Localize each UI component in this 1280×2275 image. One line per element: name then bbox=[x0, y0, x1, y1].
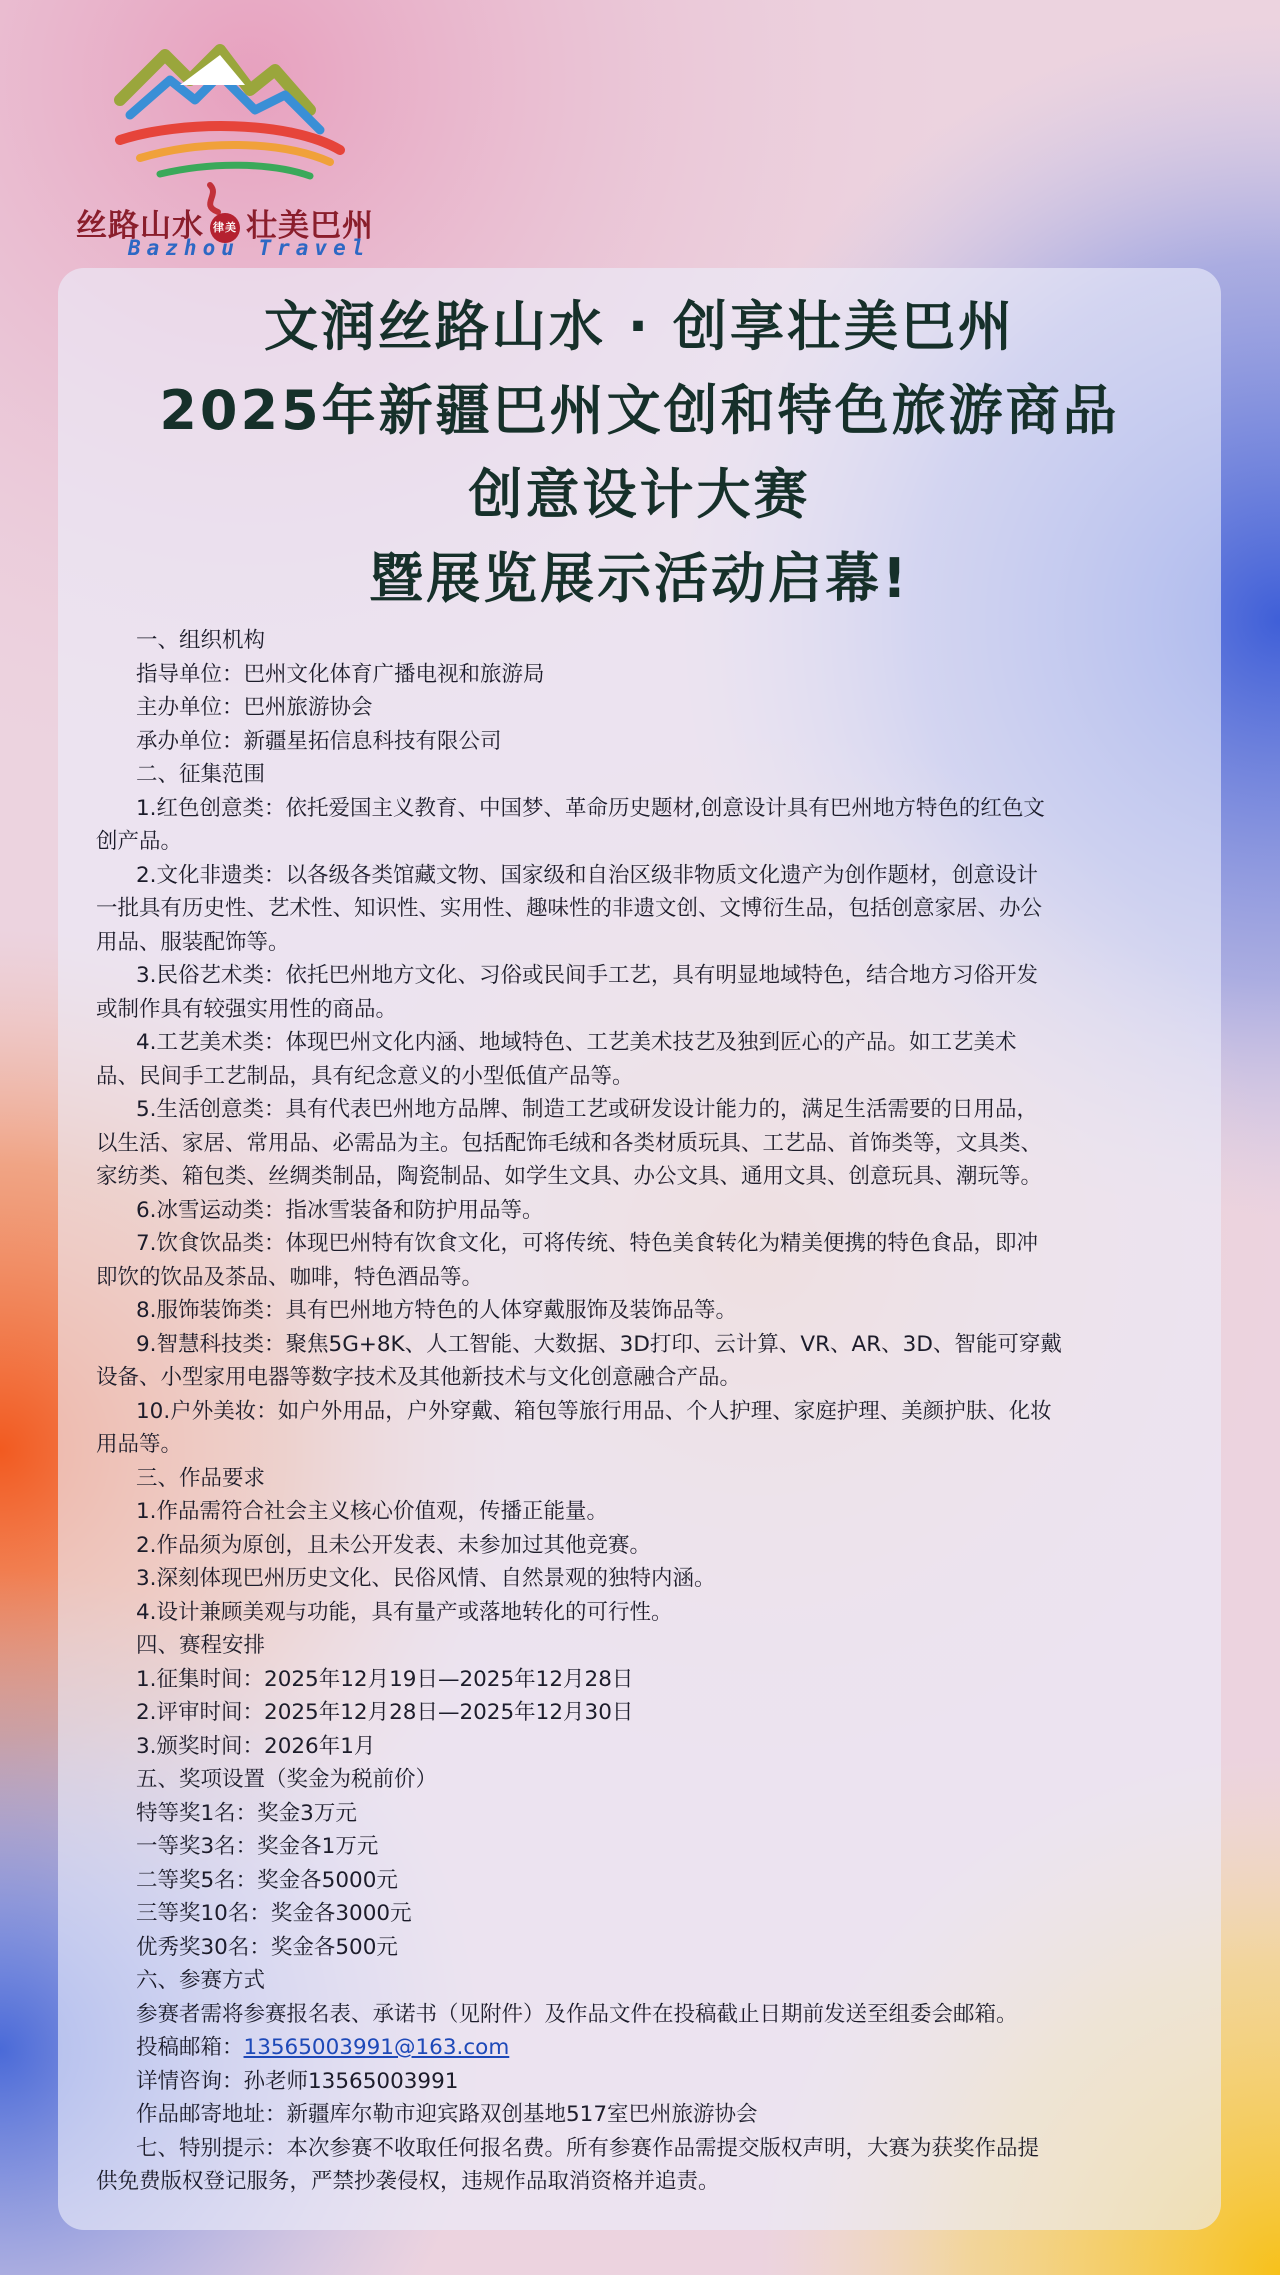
body-line-text: 优秀奖30名：奖金各500元 bbox=[136, 1934, 398, 1960]
body-line-text: 参赛者需将参赛报名表、承诺书（见附件）及作品文件在投稿截止日期前发送至组委会邮箱。 bbox=[136, 2001, 1018, 2027]
body-line bbox=[96, 1830, 1196, 1864]
title-line-3: 创意设计大赛 bbox=[468, 463, 811, 526]
body-line-text: 以生活、家居、常用品、必需品为主。包括配饰毛绒和各类材质玩具、工艺品、首饰类等，文具类、 bbox=[96, 1130, 1043, 1156]
announcement-body bbox=[96, 624, 1196, 2199]
body-line bbox=[96, 1797, 1196, 1831]
body-line-text: 四、赛程安排 bbox=[136, 1633, 266, 1658]
body-line bbox=[96, 1495, 1196, 1529]
logo-seal: 律美 bbox=[210, 213, 240, 243]
body-line-text: 3.民俗艺术类：依托巴州地方文化、习俗或民间手工艺，具有明显地域特色，结合地方习俗开发 bbox=[136, 963, 1039, 988]
logo-subtitle: Bazhou Travel bbox=[128, 236, 371, 260]
body-line-text: 三等奖10名：奖金各3000元 bbox=[136, 1901, 412, 1926]
body-line bbox=[96, 1261, 1196, 1295]
body-line bbox=[96, 1328, 1196, 1362]
body-line bbox=[96, 1864, 1196, 1898]
body-line bbox=[96, 2065, 1196, 2099]
body-line-text: 主办单位：巴州旅游协会 bbox=[136, 695, 373, 720]
body-line bbox=[96, 2165, 1196, 2199]
body-line-text: 三、作品要求 bbox=[136, 1465, 266, 1491]
body-line bbox=[96, 859, 1196, 893]
body-line-text: 家纺类、箱包类、丝绸类制品，陶瓷制品、如学生文具、办公文具、通用文具、创意玩具、潮玩等。 bbox=[96, 1164, 1043, 1189]
title-line-1: 文润丝路山水 · 创享壮美巴州 bbox=[263, 295, 1016, 358]
body-line bbox=[96, 1897, 1196, 1931]
body-line bbox=[96, 1395, 1196, 1429]
title-line-2: 2025年新疆巴州文创和特色旅游商品 bbox=[159, 379, 1120, 442]
body-line-text: 设备、小型家用电器等数字技术及其他新技术与文化创意融合产品。 bbox=[96, 1365, 742, 1390]
body-line bbox=[96, 1294, 1196, 1328]
body-line bbox=[96, 959, 1196, 993]
body-line bbox=[96, 1629, 1196, 1663]
body-line-text: 7.饮食饮品类：体现巴州特有饮食文化，可将传统、特色美食转化为精美便携的特色食品，即冲 bbox=[136, 1231, 1039, 1256]
body-line-text: 二、征集范围 bbox=[136, 762, 266, 787]
body-line bbox=[96, 926, 1196, 960]
body-line-text: 5.生活创意类：具有代表巴州地方品牌、制造工艺或研发设计能力的，满足生活需要的日用品， bbox=[136, 1097, 1039, 1122]
body-line bbox=[96, 725, 1196, 759]
body-line-text: 3.颁奖时间：2026年1月 bbox=[136, 1733, 376, 1759]
body-line-text: 2.文化非遗类：以各级各类馆藏文物、国家级和自治区级非物质文化遗产为创作题材，创意设计 bbox=[136, 862, 1039, 888]
body-line bbox=[96, 658, 1196, 692]
body-line bbox=[96, 1696, 1196, 1730]
body-line-text: 品、民间手工艺制品，具有纪念意义的小型低值产品等。 bbox=[96, 1063, 634, 1089]
body-line-text: 一等奖3名：奖金各1万元 bbox=[136, 1834, 379, 1859]
body-line bbox=[96, 1093, 1196, 1127]
body-line-text: 作品邮寄地址：新疆库尔勒市迎宾路双创基地517室巴州旅游协会 bbox=[136, 2102, 758, 2127]
body-line bbox=[96, 993, 1196, 1027]
body-line-text: 4.设计兼顾美观与功能，具有量产或落地转化的可行性。 bbox=[136, 1599, 673, 1625]
body-line-text: 3.深刻体现巴州历史文化、民俗风情、自然景观的独特内涵。 bbox=[136, 1566, 716, 1591]
body-line-text: 一批具有历史性、艺术性、知识性、实用性、趣味性的非遗文创、文博衍生品，包括创意家居、办公 bbox=[96, 896, 1043, 921]
body-line bbox=[96, 1596, 1196, 1630]
body-line bbox=[96, 1227, 1196, 1261]
body-line-text: 2.作品须为原创，且未公开发表、未参加过其他竞赛。 bbox=[136, 1532, 652, 1558]
body-line-text: 6.冰雪运动类：指冰雪装备和防护用品等。 bbox=[136, 1197, 544, 1223]
body-line-text: 一、组织机构 bbox=[136, 628, 266, 653]
body-line bbox=[96, 1529, 1196, 1563]
body-line-text: 即饮的饮品及茶品、咖啡，特色酒品等。 bbox=[96, 1264, 484, 1290]
body-line bbox=[96, 1160, 1196, 1194]
body-line bbox=[96, 1060, 1196, 1094]
body-line bbox=[96, 892, 1196, 926]
body-line-text: 9.智慧科技类：聚焦5G+8K、人工智能、大数据、3D打印、云计算、VR、AR、3D、智能可穿戴 bbox=[136, 1331, 1062, 1357]
body-line-text: 用品、服装配饰等。 bbox=[96, 929, 290, 955]
body-line-text: 承办单位：新疆星拓信息科技有限公司 bbox=[136, 728, 502, 754]
body-line bbox=[96, 624, 1196, 658]
body-line bbox=[96, 2031, 1196, 2065]
body-line-text: 10.户外美妆：如户外用品，户外穿戴、箱包等旅行用品、个人护理、家庭护理、美颜护肤、化妆 bbox=[136, 1398, 1052, 1424]
body-line bbox=[96, 1428, 1196, 1462]
body-line-text: 1.作品需符合社会主义核心价值观，传播正能量。 bbox=[136, 1499, 609, 1524]
body-line bbox=[96, 1127, 1196, 1161]
body-line bbox=[96, 1964, 1196, 1998]
body-line bbox=[96, 1663, 1196, 1697]
body-line-text: 4.工艺美术类：体现巴州文化内涵、地域特色、工艺美术技艺及独到匠心的产品。如工艺美术 bbox=[136, 1030, 1017, 1055]
body-line bbox=[96, 1730, 1196, 1764]
body-line-text: 六、参赛方式 bbox=[136, 1968, 266, 1993]
body-line-text: 特等奖1名：奖金3万元 bbox=[136, 1800, 357, 1826]
body-line bbox=[96, 1026, 1196, 1060]
body-line-text: 1.征集时间：2025年12月19日—2025年12月28日 bbox=[136, 1666, 634, 1692]
body-line bbox=[96, 1462, 1196, 1496]
body-line bbox=[96, 1763, 1196, 1797]
body-line-text: 或制作具有较强实用性的商品。 bbox=[96, 996, 398, 1022]
body-line bbox=[96, 792, 1196, 826]
body-line bbox=[96, 1931, 1196, 1965]
title-line-4: 暨展览展示活动启幕! bbox=[369, 547, 910, 610]
body-line-text: 用品等。 bbox=[96, 1432, 183, 1457]
body-line bbox=[96, 2132, 1196, 2166]
body-line-text: 投稿邮箱： bbox=[136, 2035, 244, 2060]
email-link[interactable]: 13565003991@163.com bbox=[243, 2035, 510, 2060]
body-line-text: 1.红色创意类：依托爱国主义教育、中国梦、革命历史题材,创意设计具有巴州地方特色的红色文 bbox=[136, 795, 1045, 821]
body-line-text: 创产品。 bbox=[96, 829, 183, 854]
body-line-text: 七、特别提示：本次参赛不收取任何报名费。所有参赛作品需提交版权声明，大赛为获奖作品提 bbox=[136, 2135, 1040, 2161]
body-line bbox=[96, 825, 1196, 859]
body-line bbox=[96, 1562, 1196, 1596]
logo-text-left: 丝路山水 bbox=[76, 208, 204, 244]
body-line-text: 2.评审时间：2025年12月28日—2025年12月30日 bbox=[136, 1700, 634, 1725]
body-line-text: 8.服饰装饰类：具有巴州地方特色的人体穿戴服饰及装饰品等。 bbox=[136, 1298, 738, 1323]
logo-text-right: 壮美巴州 bbox=[246, 208, 374, 244]
body-line bbox=[96, 1998, 1196, 2032]
body-line bbox=[96, 2098, 1196, 2132]
body-line bbox=[96, 1361, 1196, 1395]
body-line-text: 详情咨询：孙老师13565003991 bbox=[136, 2068, 459, 2094]
body-line-text: 指导单位：巴州文化体育广播电视和旅游局 bbox=[136, 661, 545, 687]
body-line-text: 二等奖5名：奖金各5000元 bbox=[136, 1867, 398, 1893]
body-line bbox=[96, 691, 1196, 725]
body-line bbox=[96, 1194, 1196, 1228]
body-line bbox=[96, 758, 1196, 792]
body-line-text: 供免费版权登记服务，严禁抄袭侵权，违规作品取消资格并追责。 bbox=[96, 2169, 720, 2194]
body-line-text: 五、奖项设置（奖金为税前价） bbox=[136, 1767, 438, 1792]
